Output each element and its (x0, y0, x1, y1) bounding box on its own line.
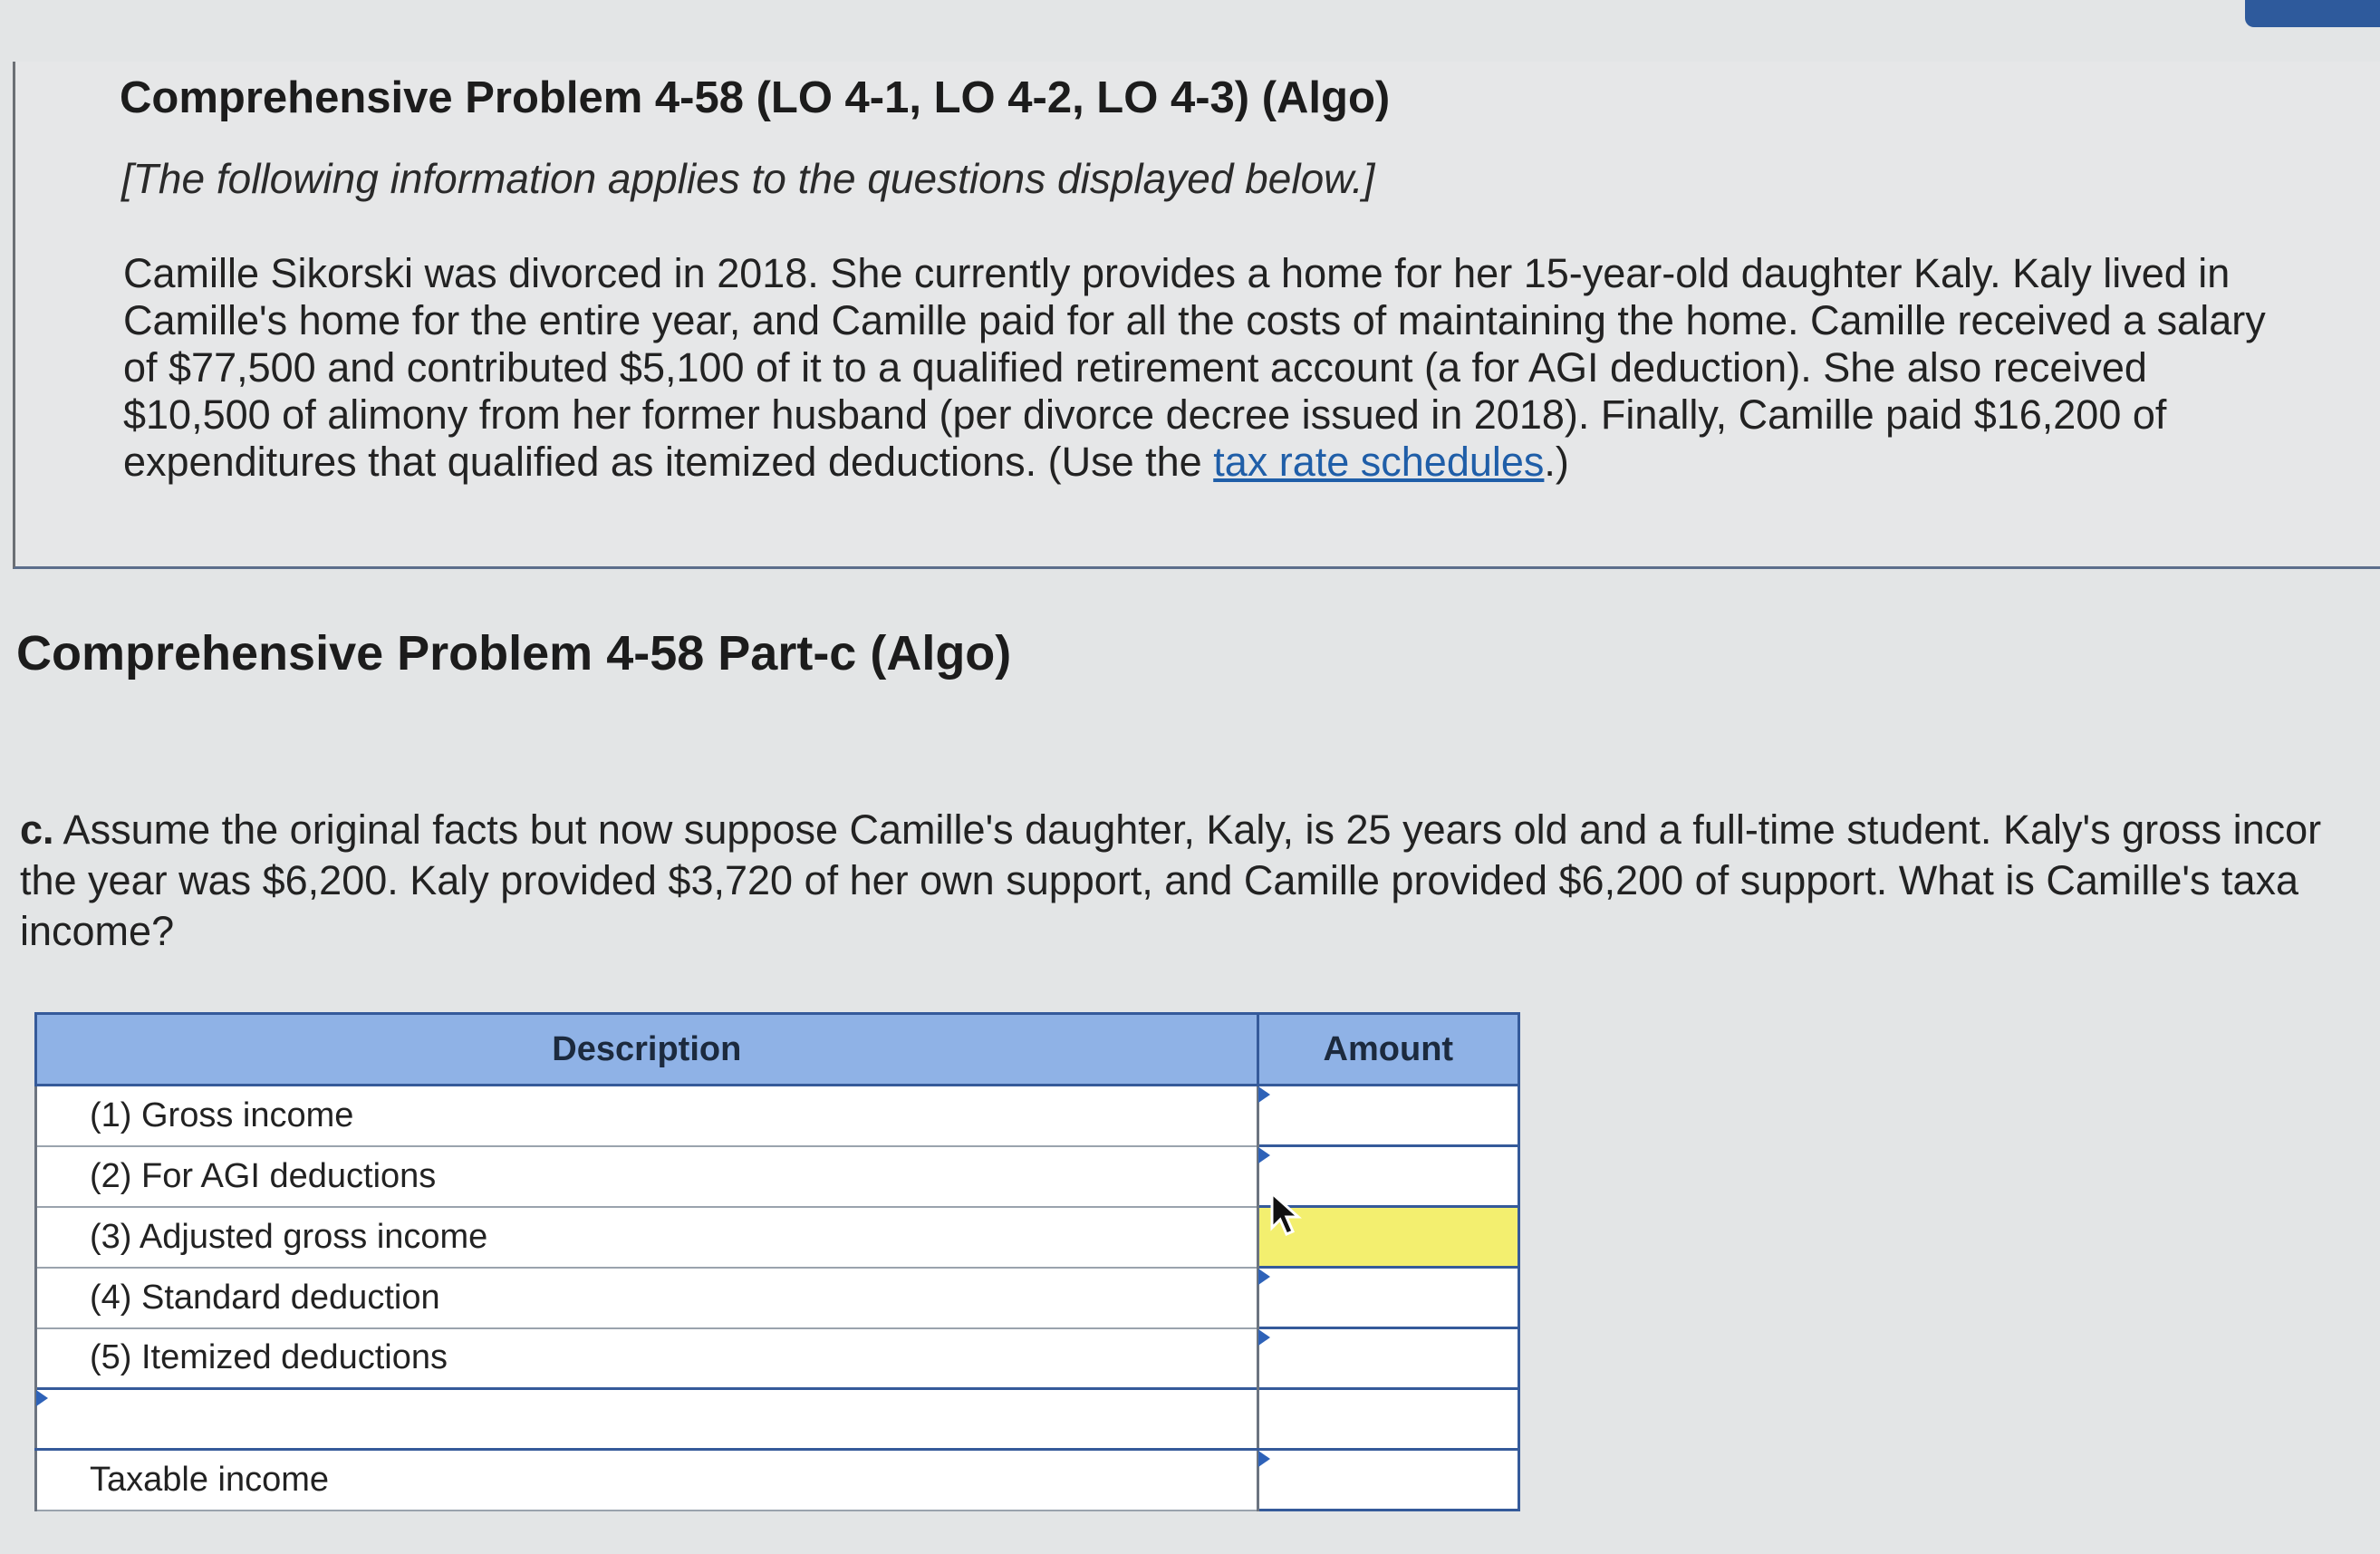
amount-cell[interactable] (1257, 1389, 1518, 1450)
amount-cell[interactable] (1257, 1268, 1518, 1328)
blank-label-cell[interactable] (36, 1389, 1258, 1450)
row-label: (2) For AGI deductions (36, 1146, 1258, 1207)
dropdown-marker-icon (1258, 1451, 1270, 1467)
top-tab[interactable] (2245, 0, 2380, 27)
question-line1-text: Assume the original facts but now suppose Camille's daughter, Kaly, is 25 years old and a full-time student. Kaly's gross incor (53, 806, 2322, 853)
problem-line-last (123, 439, 2370, 486)
problem-line: Camille's home for the entire year, and Camille paid for all the costs of maintaining the home. Camille received a salary (123, 297, 2266, 343)
problem-line-prefix: expenditures that qualified as itemized deductions. (Use the (123, 439, 1214, 485)
amount-input[interactable] (1259, 1269, 1518, 1326)
question-line: income? (20, 908, 175, 954)
row-label: (4) Standard deduction (36, 1268, 1258, 1328)
dropdown-marker-icon (36, 1390, 48, 1406)
problem-line: $10,500 of alimony from her former husband (per divorce decree issued in 2018). Finally, Camille paid $16,200 of (123, 391, 2167, 438)
tax-rate-schedules-link[interactable]: tax rate schedules (1213, 439, 1545, 485)
row-label: (1) Gross income (36, 1086, 1258, 1146)
question-label: c. (20, 806, 54, 853)
amount-cell[interactable] (1257, 1328, 1518, 1389)
dropdown-marker-icon (1258, 1269, 1270, 1285)
problem-line: Camille Sikorski was divorced in 2018. She currently provides a home for her 15-year-old daughter Kaly. Kaly lived in (123, 250, 2231, 296)
row-label: (3) Adjusted gross income (36, 1207, 1258, 1268)
question-text (20, 805, 2380, 957)
description-header: Description (36, 1014, 1258, 1086)
mouse-pointer-icon (1268, 1192, 1305, 1237)
question-line (20, 805, 2380, 855)
problem-note: [The following information applies to the questions displayed below.] (121, 155, 1375, 202)
amount-cell[interactable] (1257, 1086, 1518, 1146)
table-row-total (36, 1450, 1519, 1511)
dropdown-marker-icon (1258, 1147, 1270, 1163)
amount-input[interactable] (1259, 1452, 1518, 1508)
table-row (36, 1086, 1519, 1146)
amount-input[interactable] (1259, 1391, 1518, 1447)
table-header-row (36, 1014, 1519, 1086)
problem-body (123, 250, 2370, 486)
part-title: Comprehensive Problem 4-58 Part-c (Algo) (16, 626, 1012, 680)
table-row (36, 1328, 1519, 1389)
problem-title: Comprehensive Problem 4-58 (LO 4-1, LO 4-2, LO 4-3) (Algo) (120, 73, 1391, 122)
row-label: Taxable income (36, 1450, 1258, 1511)
dropdown-marker-icon (1258, 1086, 1270, 1103)
amount-input[interactable] (1259, 1087, 1518, 1144)
problem-line: of $77,500 and contributed $5,100 of it to a qualified retirement account (a for AGI deduction). She also received (123, 344, 2147, 391)
dropdown-marker-icon (1258, 1329, 1270, 1346)
table-row-blank (36, 1389, 1519, 1450)
amount-header: Amount (1257, 1014, 1518, 1086)
answer-table (34, 1012, 1520, 1511)
label-input[interactable] (90, 1391, 1257, 1447)
table-row (36, 1268, 1519, 1328)
amount-cell[interactable] (1257, 1450, 1518, 1511)
row-label: (5) Itemized deductions (36, 1328, 1258, 1389)
question-line: the year was $6,200. Kaly provided $3,720 of her own support, and Camille provided $6,200 of support. What is Camille's taxa (20, 857, 2299, 903)
problem-line-suffix: .) (1544, 439, 1569, 485)
amount-input[interactable] (1259, 1330, 1518, 1386)
